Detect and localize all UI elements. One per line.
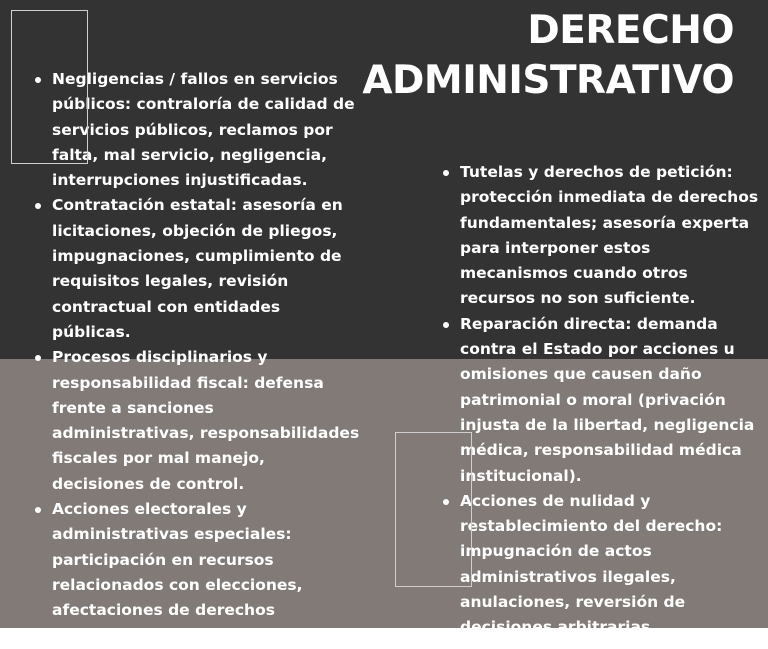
list-item-procesos-disciplinarios: Procesos disciplinarios y responsabilidad fiscal: defensa frente a sanciones administrativas, responsabilidades fiscales por mal manejo, decisiones de control. (30, 345, 360, 497)
decorative-frame-top-left (11, 10, 88, 164)
list-item-reparacion-directa: Reparación directa: demanda contra el Estado por acciones u omisiones que causen daño patrimonial o moral (privación injusta de la libertad, negligencia médica, responsabilidad médica institucional). (438, 312, 763, 489)
title-line-1: DERECHO (527, 8, 734, 53)
title-line-2: ADMINISTRATIVO (362, 58, 734, 103)
list-item-acciones-electorales: Acciones electorales y administrativas especiales: participación en recursos relacionados con elecciones, afectaciones de derechos políticos, normativas electorales. (30, 497, 360, 649)
right-service-list (438, 160, 763, 641)
page-title (362, 6, 734, 106)
decorative-frame-bottom-right (395, 432, 472, 587)
list-item-acciones-de-nulidad: Acciones de nulidad y restablecimiento del derecho: impugnación de actos administrativos ilegales, anulaciones, reversión de decisiones arbitrarias. (438, 489, 763, 641)
list-item-negligencias: Negligencias / fallos en servicios públicos: contraloría de calidad de servicios públicos, reclamos por falta, mal servicio, negligencia, interrupciones injustificadas. (30, 67, 360, 193)
list-item-contratacion-estatal: Contratación estatal: asesoría en licitaciones, objeción de pliegos, impugnaciones, cumplimiento de requisitos legales, revisión contractual con entidades públicas. (30, 193, 360, 345)
list-item-tutelas: Tutelas y derechos de petición: protección inmediata de derechos fundamentales; asesoría experta para interponer estos mecanismos cuando otros recursos no son suficiente. (438, 160, 763, 312)
